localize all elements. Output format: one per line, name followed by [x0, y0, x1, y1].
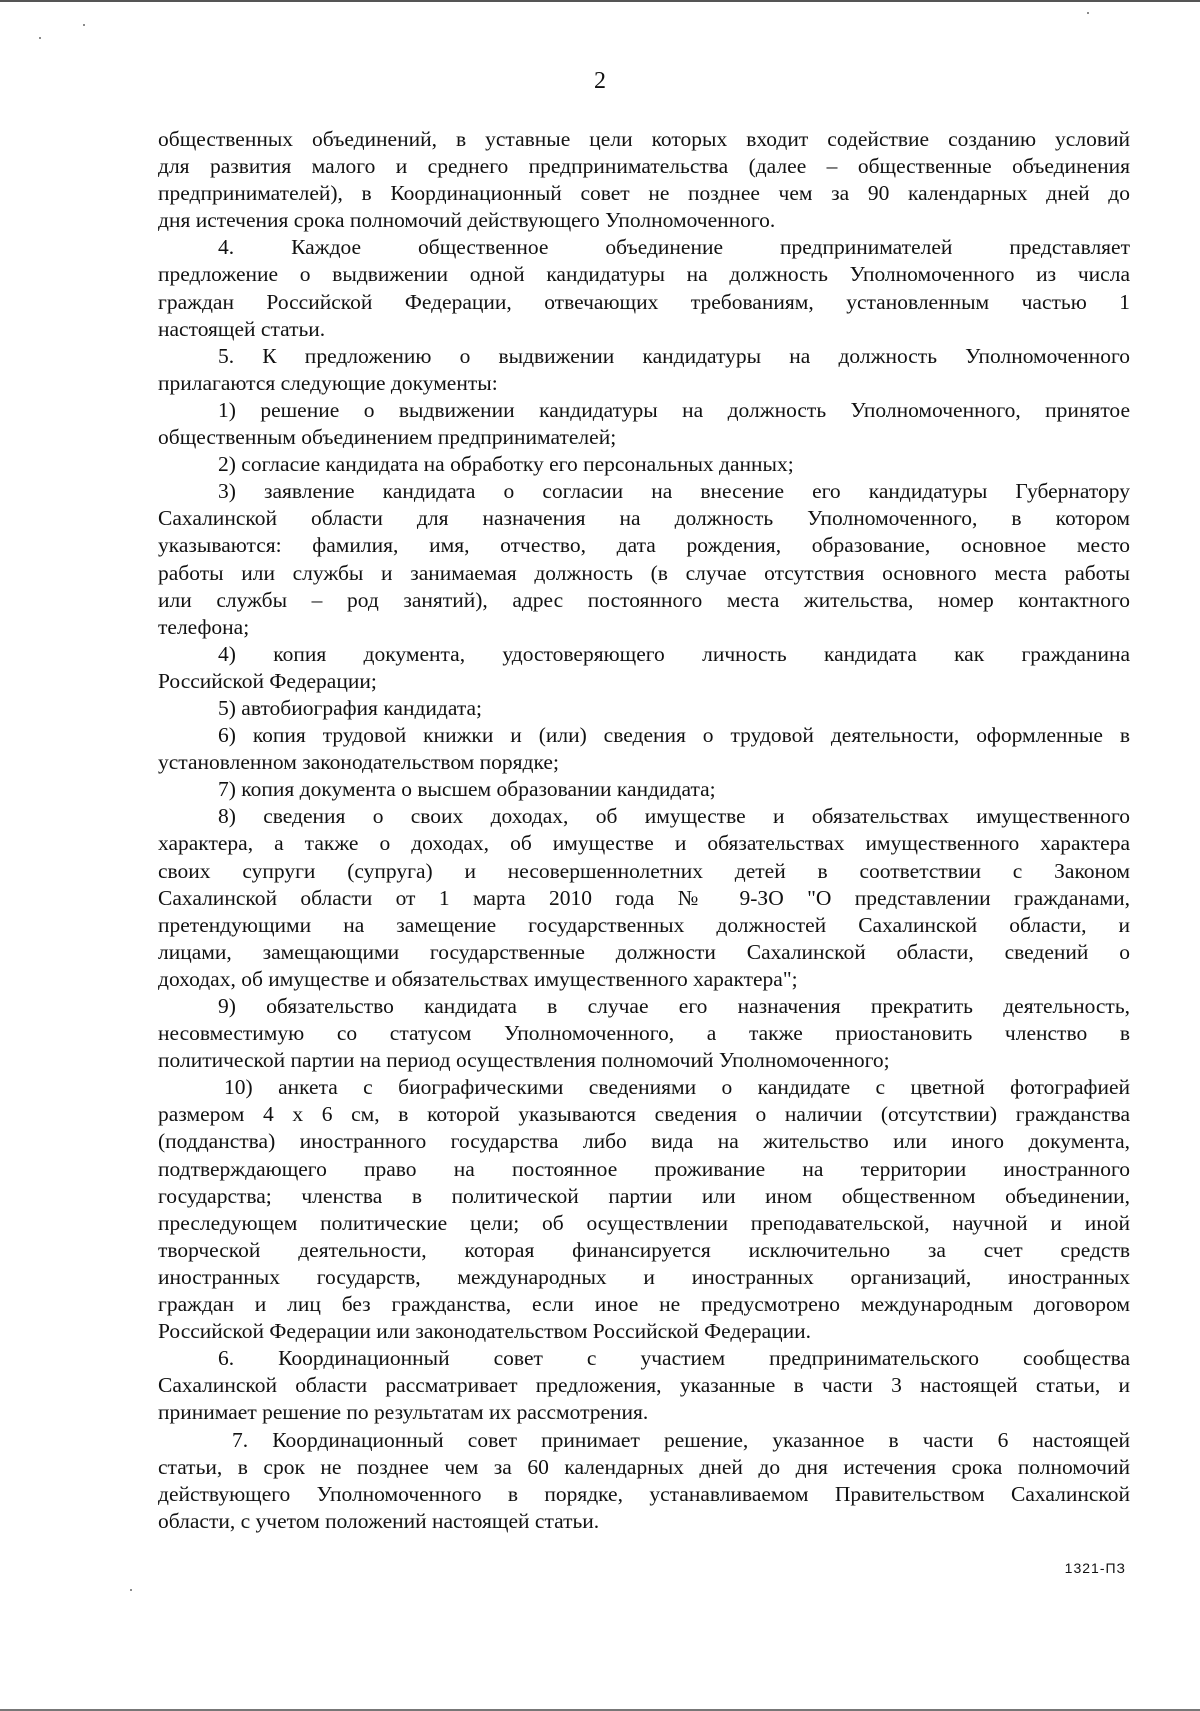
scan-top-edge	[0, 0, 1200, 2]
list-item-5: 5) автобиография кандидата;	[218, 695, 483, 720]
paragraph-7-start: 7. Координационный совет принимает решение, указанное в части 6 настоящей	[232, 1427, 1130, 1452]
text-line: Российской Федерации или законодательством Российской Федерации.	[158, 1319, 812, 1344]
text-line: государства; членства в политической партии или ином общественном объединении,	[158, 1183, 1130, 1208]
paragraph-4-start: 4. Каждое общественное объединение предпринимателей представляет	[218, 235, 1130, 260]
list-item-7: 7) копия документа о высшем образовании кандидата;	[218, 777, 716, 802]
text-line: для развития малого и среднего предпринимательства (далее – общественные объединения	[158, 154, 1130, 179]
text-line: или службы – род занятий), адрес постоянного места жительства, номер контактного	[158, 587, 1130, 612]
text-line: граждан Российской Федерации, отвечающих требованиям, установленным частью 1	[158, 289, 1130, 314]
text-line: (подданства) иностранного государства либо вида на жительство или иного документа,	[158, 1129, 1130, 1154]
text-line: работы или службы и занимаемая должность (в случае отсутствия основного места работы	[158, 560, 1130, 585]
paragraph-5-start: 5. К предложению о выдвижении кандидатуры на должность Уполномоченного	[218, 343, 1130, 368]
text-line: принимает решение по результатам их рассмотрения.	[158, 1400, 649, 1425]
list-item-9: 9) обязательство кандидата в случае его назначения прекратить деятельность,	[218, 994, 1130, 1018]
text-line: области, с учетом положений настоящей статьи.	[158, 1508, 600, 1533]
text-line: иностранных государств, международных и иностранных организаций, иностранных	[158, 1264, 1130, 1289]
text-line: установленном законодательством порядке;	[158, 750, 559, 775]
text-line: действующего Уполномоченного в порядке, устанавливаемом Правительством Сахалинской	[158, 1481, 1130, 1506]
scan-speck	[39, 37, 41, 39]
text-line: подтверждающего право на постоянное проживание на территории иностранного	[158, 1156, 1130, 1181]
list-item-10: 10) анкета с биографическими сведениями о кандидате с цветной фотографией	[224, 1075, 1130, 1100]
text-line: творческой деятельности, которая финансируется исключительно за счет средств	[158, 1237, 1130, 1262]
text-line: общественным объединением предпринимателей;	[158, 425, 617, 450]
text-line: настоящей статьи.	[158, 316, 326, 341]
text-line: Сахалинской области рассматривает предложения, указанные в части 3 настоящей статьи, и	[158, 1373, 1130, 1398]
text-line: Российской Федерации;	[158, 668, 377, 693]
text-line: лицами, замещающими государственные должности Сахалинской области, сведений о	[158, 939, 1130, 964]
paragraph-6-start: 6. Координационный совет с участием предпринимательского сообщества	[218, 1346, 1130, 1371]
text-line: размером 4 х 6 см, в которой указываются сведения о наличии (отсутствии) гражданства	[158, 1102, 1130, 1127]
text-line: преследующем политические цели; об осуществлении преподавательской, научной и иной	[158, 1210, 1130, 1235]
text-line: Сахалинской области для назначения на должность Уполномоченного, в котором	[158, 506, 1130, 531]
document-code: 1321-ПЗ	[1064, 1560, 1126, 1576]
text-line: дня истечения срока полномочий действующего Уполномоченного.	[158, 208, 776, 233]
text-line: характера, а также о доходах, об имуществе и обязательствах имущественного характера	[158, 831, 1130, 856]
list-item-3: 3) заявление кандидата о согласии на внесение его кандидатуры Губернатору	[218, 479, 1130, 504]
list-item-8: 8) сведения о своих доходах, об имуществе и обязательствах имущественного	[218, 804, 1130, 829]
text-line: статьи, в срок не позднее чем за 60 календарных дней до дня истечения срока полномочий	[158, 1454, 1130, 1479]
text-line: Сахалинской области от 1 марта 2010 года № 9-ЗО "О представлении гражданами,	[158, 885, 1130, 910]
text-line: предложение о выдвижении одной кандидатуры на должность Уполномоченного из числа	[158, 262, 1130, 287]
scan-speck	[130, 1589, 132, 1591]
list-item-1: 1) решение о выдвижении кандидатуры на должность Уполномоченного, принятое	[218, 397, 1130, 422]
text-line: общественных объединений, в уставные цели которых входит содействие созданию условий	[158, 127, 1130, 151]
page-number: 2	[594, 68, 606, 94]
document-body	[158, 126, 1130, 1535]
text-line: несовместимую со статусом Уполномоченного, а также приостановить членство в	[158, 1021, 1130, 1046]
text-line: предпринимателей), в Координационный совет не позднее чем за 90 календарных дней до	[158, 181, 1130, 206]
text-line: прилагаются следующие документы:	[158, 370, 498, 395]
text-line: доходах, об имуществе и обязательствах имущественного характера";	[158, 966, 798, 991]
text-line: политической партии на период осуществления полномочий Уполномоченного;	[158, 1048, 890, 1073]
text-line: своих супруги (супруга) и несовершеннолетних детей в соответствии с Законом	[158, 858, 1130, 883]
scan-speck	[83, 24, 85, 26]
text-line: телефона;	[158, 614, 250, 639]
text-line: претендующими на замещение государственных должностей Сахалинской области, и	[158, 912, 1130, 937]
text-line: указываются: фамилия, имя, отчество, дата рождения, образование, основное место	[158, 533, 1130, 558]
list-item-6: 6) копия трудовой книжки и (или) сведения о трудовой деятельности, оформленные в	[218, 723, 1130, 748]
text-line: граждан и лиц без гражданства, если иное не предусмотрено международным договором	[158, 1292, 1130, 1317]
list-item-4: 4) копия документа, удостоверяющего личность кандидата как гражданина	[218, 641, 1130, 666]
scan-speck	[1087, 12, 1089, 14]
list-item-2: 2) согласие кандидата на обработку его персональных данных;	[218, 452, 794, 477]
